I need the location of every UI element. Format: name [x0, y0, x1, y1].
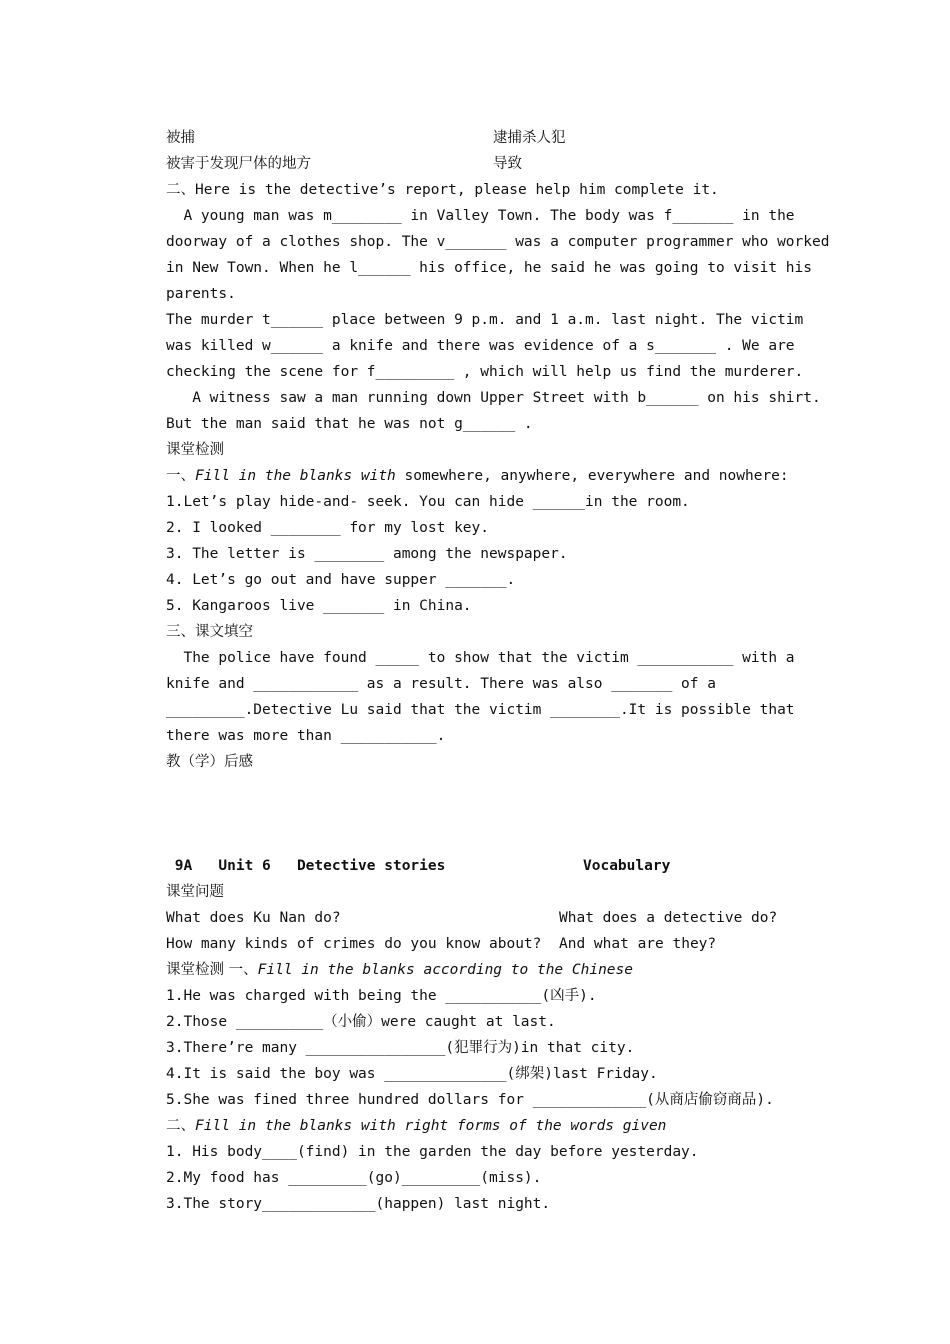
report-line: A witness saw a man running down Upper Street with b______ on his shirt. [166, 390, 821, 406]
question-item: What does Ku Nan do? [166, 910, 341, 926]
unit-header-vocabulary: Vocabulary [583, 858, 671, 874]
question-item: What does a detective do? [559, 910, 778, 926]
exercise-item: 2. I looked ________ for my lost key. [166, 520, 490, 536]
vocab-item-arrested: 被捕 [166, 130, 195, 146]
report-heading: 二、Here is the detective’s report, please help him complete it. [166, 182, 719, 198]
report-line: checking the scene for f_________ , which will help us find the murderer. [166, 364, 804, 380]
report-line: in New Town. When he l______ his office, he said he was going to visit his [166, 260, 813, 276]
exercise-item: 3.The story_____________(happen) last night. [166, 1196, 551, 1212]
class-check-italic-text: Fill in the blanks according to the Chinese [257, 962, 633, 978]
exercise-item: 4.It is said the boy was ______________(绑架)last Friday. [166, 1066, 658, 1082]
report-line: A young man was m________ in Valley Town. The body was f_______ in the [166, 208, 795, 224]
vocab-item-arrest-murderer: 逮捕杀人犯 [493, 130, 566, 146]
exercise-item: 5.She was fined three hundred dollars for _____________(从商店偷窃商品). [166, 1092, 774, 1108]
report-line: But the man said that he was not g______ . [166, 416, 533, 432]
class-check-prefix: 课堂检测 一、 [166, 962, 258, 978]
report-line: parents. [166, 286, 236, 302]
text-fill-line: there was more than ___________. [166, 728, 446, 744]
exercise-2-instruction [166, 1116, 666, 1136]
exercise-item: 3. The letter is ________ among the newspaper. [166, 546, 568, 562]
text-fill-line: knife and ____________ as a result. There was also _______ of a [166, 676, 716, 692]
class-check-instruction [166, 960, 633, 980]
exercise-1-number: 一、 [166, 468, 195, 484]
exercise-item: 1. His body____(find) in the garden the day before yesterday. [166, 1144, 699, 1160]
text-fill-title: 三、课文填空 [166, 624, 253, 640]
text-fill-line: The police have found _____ to show that the victim ___________ with a [166, 650, 795, 666]
exercise-item: 5. Kangaroos live _______ in China. [166, 598, 472, 614]
exercise-1-instruction [166, 466, 789, 486]
report-line: The murder t______ place between 9 p.m. and 1 a.m. last night. The victim [166, 312, 804, 328]
class-questions-title: 课堂问题 [166, 884, 224, 900]
question-item: And what are they? [559, 936, 717, 952]
text-fill-line: _________.Detective Lu said that the victim ________.It is possible that [166, 702, 795, 718]
vocab-item-killed-where-found: 被害于发现尸体的地方 [166, 156, 311, 172]
exercise-item: 4. Let’s go out and have supper _______. [166, 572, 516, 588]
vocab-item-lead-to: 导致 [493, 156, 522, 172]
exercise-item: 2.My food has _________(go)_________(miss). [166, 1170, 542, 1186]
exercise-item: 1.Let’s play hide-and- seek. You can hide ______in the room. [166, 494, 690, 510]
exercise-item: 3.There’re many ________________(犯罪行为)in that city. [166, 1040, 635, 1056]
report-line: was killed w______ a knife and there was evidence of a s_______ . We are [166, 338, 795, 354]
report-line: doorway of a clothes shop. The v_______ was a computer programmer who worked [166, 234, 830, 250]
exercise-item: 2.Those __________（小偷）were caught at last. [166, 1014, 556, 1030]
exercise-1-word-list: somewhere, anywhere, everywhere and nowhere: [395, 468, 789, 484]
unit-header: 9A Unit 6 Detective stories [166, 858, 446, 874]
class-check-title: 课堂检测 [166, 442, 224, 458]
exercise-2-number: 二、 [166, 1118, 195, 1134]
exercise-1-italic-text: Fill in the blanks with [195, 468, 396, 484]
teaching-reflection-label: 教（学）后感 [166, 754, 253, 770]
question-item: How many kinds of crimes do you know about? [166, 936, 542, 952]
exercise-item: 1.He was charged with being the ___________(凶手). [166, 988, 597, 1004]
exercise-2-italic-text: Fill in the blanks with right forms of the words given [195, 1118, 667, 1134]
